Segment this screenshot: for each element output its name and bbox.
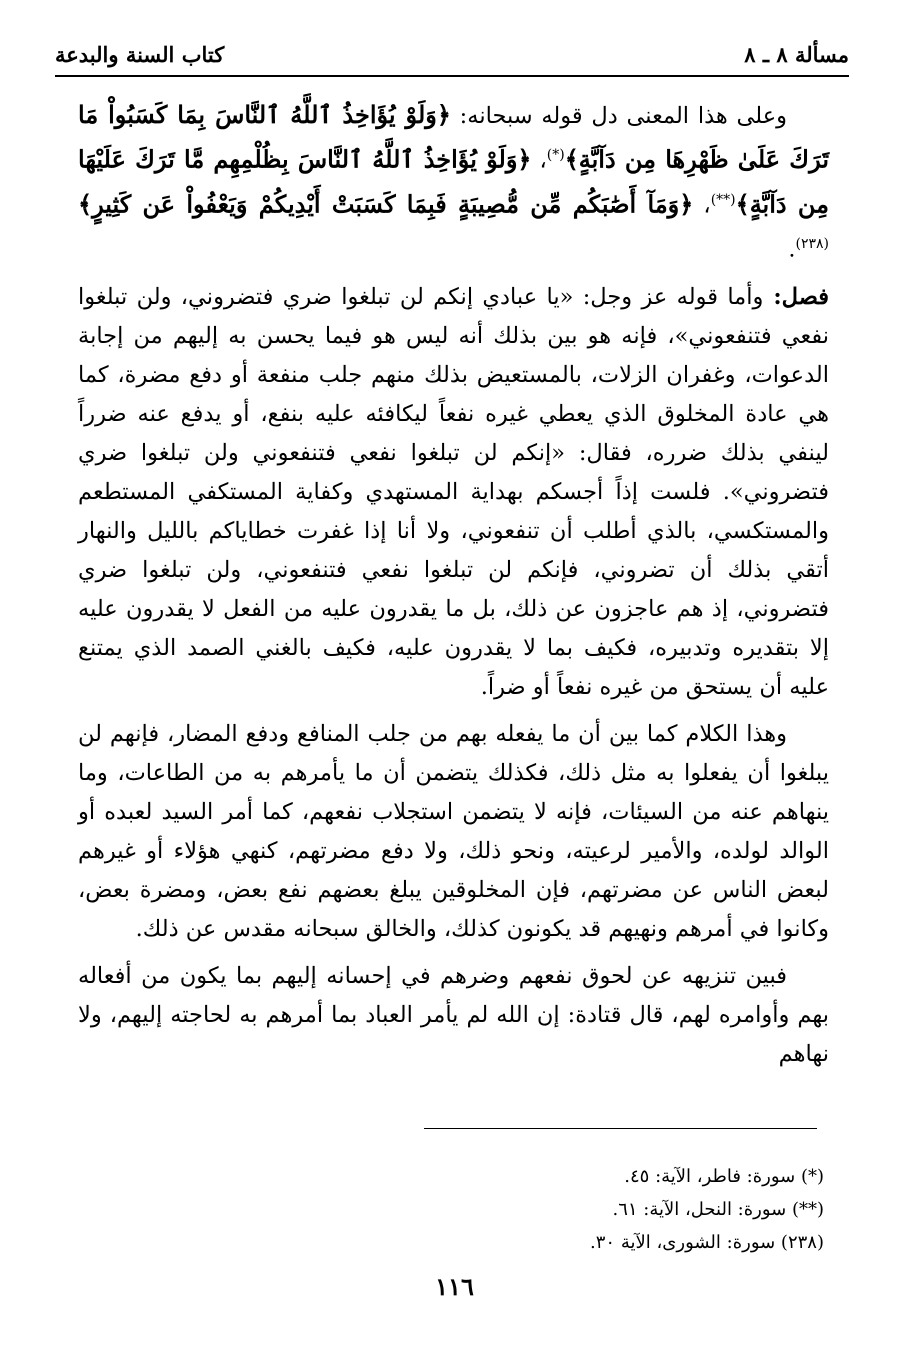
paragraph-1-end: . [788,236,796,263]
running-header [55,42,849,72]
quran-verse-1: ﴿وَلَوْ يُؤَاخِذُ ٱللَّهُ ٱلنَّاسَ بِمَا كَسَبُواْ مَا تَرَكَ عَلَىٰ ظَهْرِهَا مِن دَآبَّةٍ﴾ [78,100,829,174]
page-number: ١١٦ [435,1272,474,1301]
main-text [78,95,829,1082]
paragraph-2 [78,278,829,707]
paragraph-1-intro: وعلى هذا المعنى دل قوله سبحانه: [450,103,787,129]
footnote-divider [424,1128,817,1129]
paragraph-2-text: وأما قوله عز وجل: «يا عبادي إنكم لن تبلغوا ضري فتضروني، ولن تبلغوا نفعي فتنفعوني»، فإنه هو بين بذلك أنه ليس هو فيما يحسن به إليهم من إجابة الدعوات، وغفران الزلات، بالمستعيض بذلك منهم جلب منفعة أو دفع مضرة، كما هي عادة المخلوق الذي يعطي غيره نفعاً ليكافئه عليه بنفع، أو يدفع عنه ضرراً لينفي بذلك ضرره، فقال: «إنكم لن تبلغوا نفعي فتنفعوني ولن تبلغوا ضري فتضروني». فلست إذاً أجسكم بهداية المستهدي وكفاية المستكفي المستطعم والمستكسي، بالذي أطلب أن تنفعوني، ولا أنا إذا غفرت خطاياكم بالليل والنهار أتقي بذلك أن تضروني، فإنكم لن تبلغوا نفعي فتنفعوني، ولن تبلغوا ضري فتضروني، إذ هم عاجزون عن ذلك، بل ما يقدرون عليه من الفعل لا يقدرون عليه إلا بتقديره وتدبيره، فكيف بما لا يقدرون عليه، فكيف بالغني الصمد الذي يمتنع عليه أن يستحق من غيره نفعاً أو ضراً. [78,283,829,700]
paragraph-4: فبين تنزيهه عن لحوق نفعهم وضرهم في إحسانه إليهم بما يكون من أفعاله بهم وأوامره لهم، قال قتادة: إن الله لم يأمر العباد بما أمرهم به لحاجته إليهم، ولا نهاهم [78,962,829,1067]
paragraph-1 [78,95,829,270]
section-label: مسألة ٨ ـ ٨ [744,42,849,67]
footnote-3: (٢٣٨) سورة: الشورى، الآية ٣٠. [590,1232,824,1253]
separator: ، [693,192,711,218]
quran-verse-3: ﴿وَمَآ أَصَٰبَكُم مِّن مُّصِيبَةٍ فَبِمَا كَسَبَتْ أَيْدِيكُمْ وَيَعْفُواْ عَن كَثِيرٍ﴾ [78,189,694,218]
footnote-marker-3: (٢٣٨) [795,236,829,252]
section-heading-fasl: فصل: [763,283,829,310]
header-divider [55,75,849,77]
footnote-marker-1: (*) [546,147,565,163]
footnotes [300,1160,824,1259]
book-title: كتاب السنة والبدعة [55,42,225,67]
footnote-marker-2: (**) [710,191,736,208]
paragraph-3: وهذا الكلام كما بين أن ما يفعله بهم من جلب المنافع ودفع المضار، فإنهم لن يبلغوا أن يفعلوا به مثل ذلك، فكذلك يتضمن أن ما يأمرهم به من الطاعات، وما ينهاهم عنه من السيئات، فإنه لا يتضمن استجلاب نفعهم، كما أمر السيد لعبده أو الوالد لولده، والأمير لرعيته، ونحو ذلك، ولا دفع مضرتهم، كنهي هؤلاء أو غيرهم لبعض الناس عن مضرتهم، فإن المخلوقين يبلغ بعضهم نفع بعض، ومضرة بعض، وكانوا في أمرهم ونهيهم قد يكونون كذلك، والخالق سبحانه مقدس عن ذلك. [78,720,829,942]
quran-verse-2: ﴿وَلَوْ يُؤَاخِذُ ٱللَّهُ ٱلنَّاسَ بِظُلْمِهِم مَّا تَرَكَ عَلَيْهَا مِن دَآبَّةٍ﴾ [78,144,830,218]
separator: ، [531,147,547,174]
footnote-1: (*) سورة: فاطر، الآية: ٤٥. [624,1166,824,1187]
footnote-2: (**) سورة: النحل، الآية: ٦١. [612,1199,824,1220]
